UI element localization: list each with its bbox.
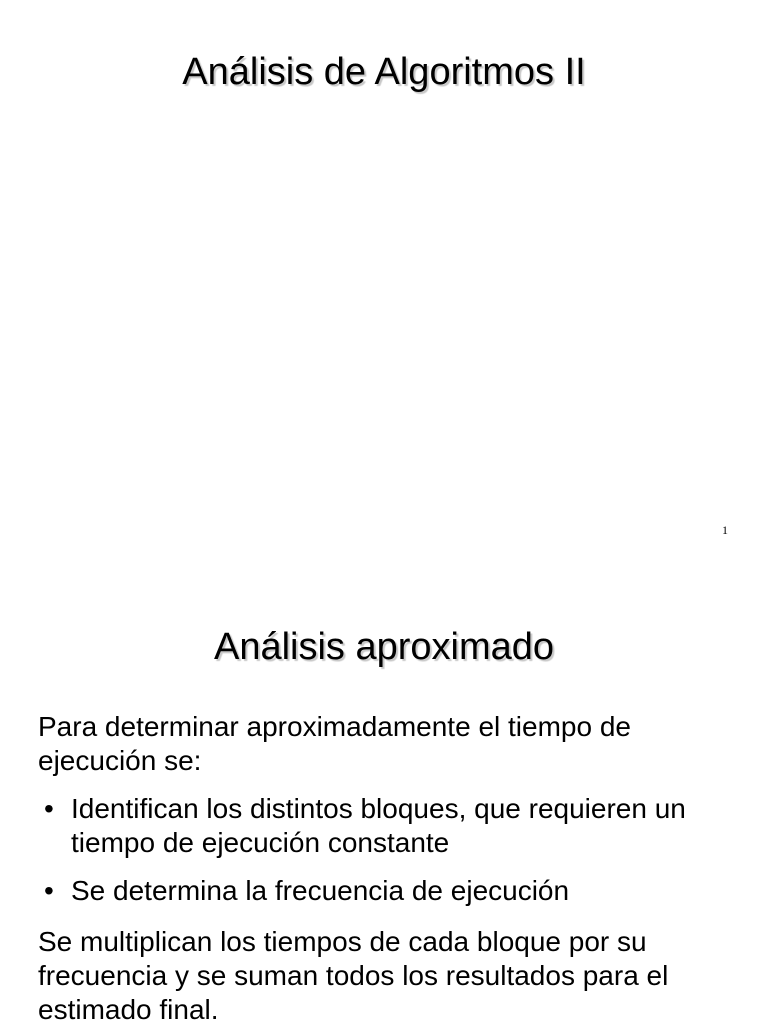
slide-2 [0,560,768,1024]
bullet-icon: • [44,793,54,824]
slide-title: Análisis de Algoritmos II [182,51,586,93]
bullet-text: Identifican los distintos bloques, que requieren un tiempo de ejecución constante [71,793,686,858]
outro-paragraph: Se multiplican los tiempos de cada bloque por su frecuencia y se suman todos los resultados para el estimado final. [38,926,669,1025]
bullet-icon: • [44,875,54,906]
list-item [38,792,738,860]
slide-title: Análisis aproximado [213,626,555,668]
bullet-list [38,792,738,922]
list-item [38,874,738,908]
intro-paragraph: Para determinar aproximadamente el tiempo de ejecución se: [38,711,631,776]
page-number: 1 [722,523,728,537]
bullet-text: Se determina la frecuencia de ejecución [71,875,570,906]
